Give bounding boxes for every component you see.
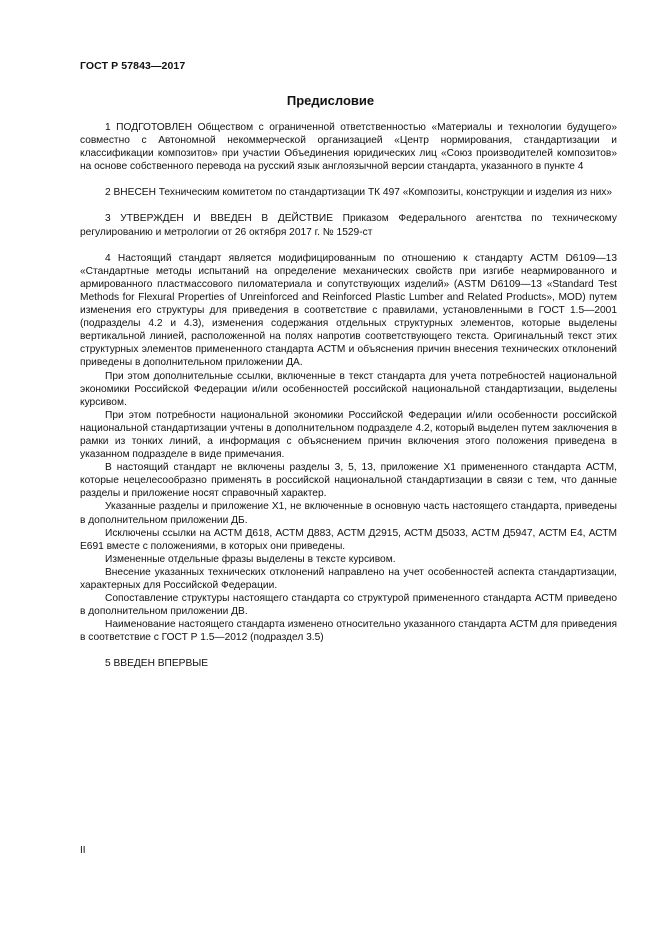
paragraph-4-deviations: Внесение указанных технических отклонений направлено на учет особенностей аспекта стандартизации, характерных для Российской Федерации. [80,566,617,591]
paragraph-4-national-needs: При этом потребности национальной экономики Российской Федерации и/или особенности российской национальной стандартизации учтены в дополнительном подразделе 4.2, который выделен путем заключения в рамки из тонких линий, а информация с объяснением причин включения этого положения приведена в указанном подразделе в виде примечания. [80,409,617,461]
paragraph-2: 2 ВНЕСЕН Техническим комитетом по стандартизации ТК 497 «Композиты, конструкции и изделия из них» [105,187,613,199]
document-id-header: ГОСТ Р 57843—2017 [80,60,186,72]
paragraph-1: 1 ПОДГОТОВЛЕН Обществом с ограниченной ответственностью «Материалы и технологии будущего» совместно с Автономной некоммерческой организацией «Центр нормирования, стандартизации и классификации композитов» при участии Объединения юридических лиц «Союз производителей композитов» на основе собственного перевода на русский язык англоязычной версии стандарта, указанного в пункте 4 [80,122,617,173]
page-number: II [80,845,86,856]
paragraph-4-excluded-refs: Исключены ссылки на АСТМ Д618, АСТМ Д883, АСТМ Д2915, АСТМ Д5033, АСТМ Д5947, АСТМ E4, АСТМ E691 вместе с положениями, в которых они приведены. [80,527,617,552]
paragraph-4-structure-comparison: Сопоставление структуры настоящего стандарта со структурой примененного стандарта АСТМ приведено в дополнительном приложении ДВ. [80,593,617,618]
paragraph-5: 5 ВВЕДЕН ВПЕРВЫЕ [105,658,209,670]
paragraph-4-excluded-sections: В настоящий стандарт не включены разделы 3, 5, 13, приложение X1 примененного стандарта АСТМ, которые нецелесообразно применять в российской национальной стандартизации в связи с тем, что данные разделы и приложение носят справочный характер. [80,462,617,500]
paragraph-4-appendix-db: Указанные разделы и приложение X1, не включенные в основную часть настоящего стандарта, приведены в дополнительном приложении ДБ. [80,501,617,526]
paragraph-4-italic-phrases: Измененные отдельные фразы выделены в тексте курсивом. [105,553,396,565]
paragraph-4: 4 Настоящий стандарт является модифицированным по отношению к стандарту АСТМ D6109—13 «Стандартные методы испытаний на определение механических свойств при изгибе неармированного и армированного пластмассового пиломатериала и сопутствующих изделий» (ASTM D6109—13 «Standard Test Methods for Flexural Properties of Unreinforced and Reinforced Plastic Lumber and Related Products», MOD) путем изменения его структуры для приведения в соответствие с правилами, установленными в ГОСТ 1.5—2001 (подразделы 4.2 и 4.3), изменения содержания отдельных структурных элементов, которые выделены вертикальной линией, расположенной на полях напротив соответствующего текста. Оригинальный текст этих структурных элементов примененного стандарта АСТМ и объяснения причин внесения технических отклонений приведены в дополнительном приложении ДА. [80,252,617,369]
paragraph-4-title-change: Наименование настоящего стандарта изменено относительно указанного стандарта АСТМ для приведения в соответствие с ГОСТ Р 1.5—2012 (подраздел 3.5) [80,619,617,644]
section-title: Предисловие [286,93,375,108]
paragraph-4-italic-refs: При этом дополнительные ссылки, включенные в текст стандарта для учета потребностей национальной экономики Российской Федерации и/или особенностей российской национальной стандартизации, выделены курсивом. [80,370,617,408]
paragraph-3: 3 УТВЕРЖДЕН И ВВЕДЕН В ДЕЙСТВИЕ Приказом Федерального агентства по техническому регулированию и метрологии от 26 октября 2017 г. № 1529-ст [80,213,617,238]
foreword-body [80,121,617,671]
